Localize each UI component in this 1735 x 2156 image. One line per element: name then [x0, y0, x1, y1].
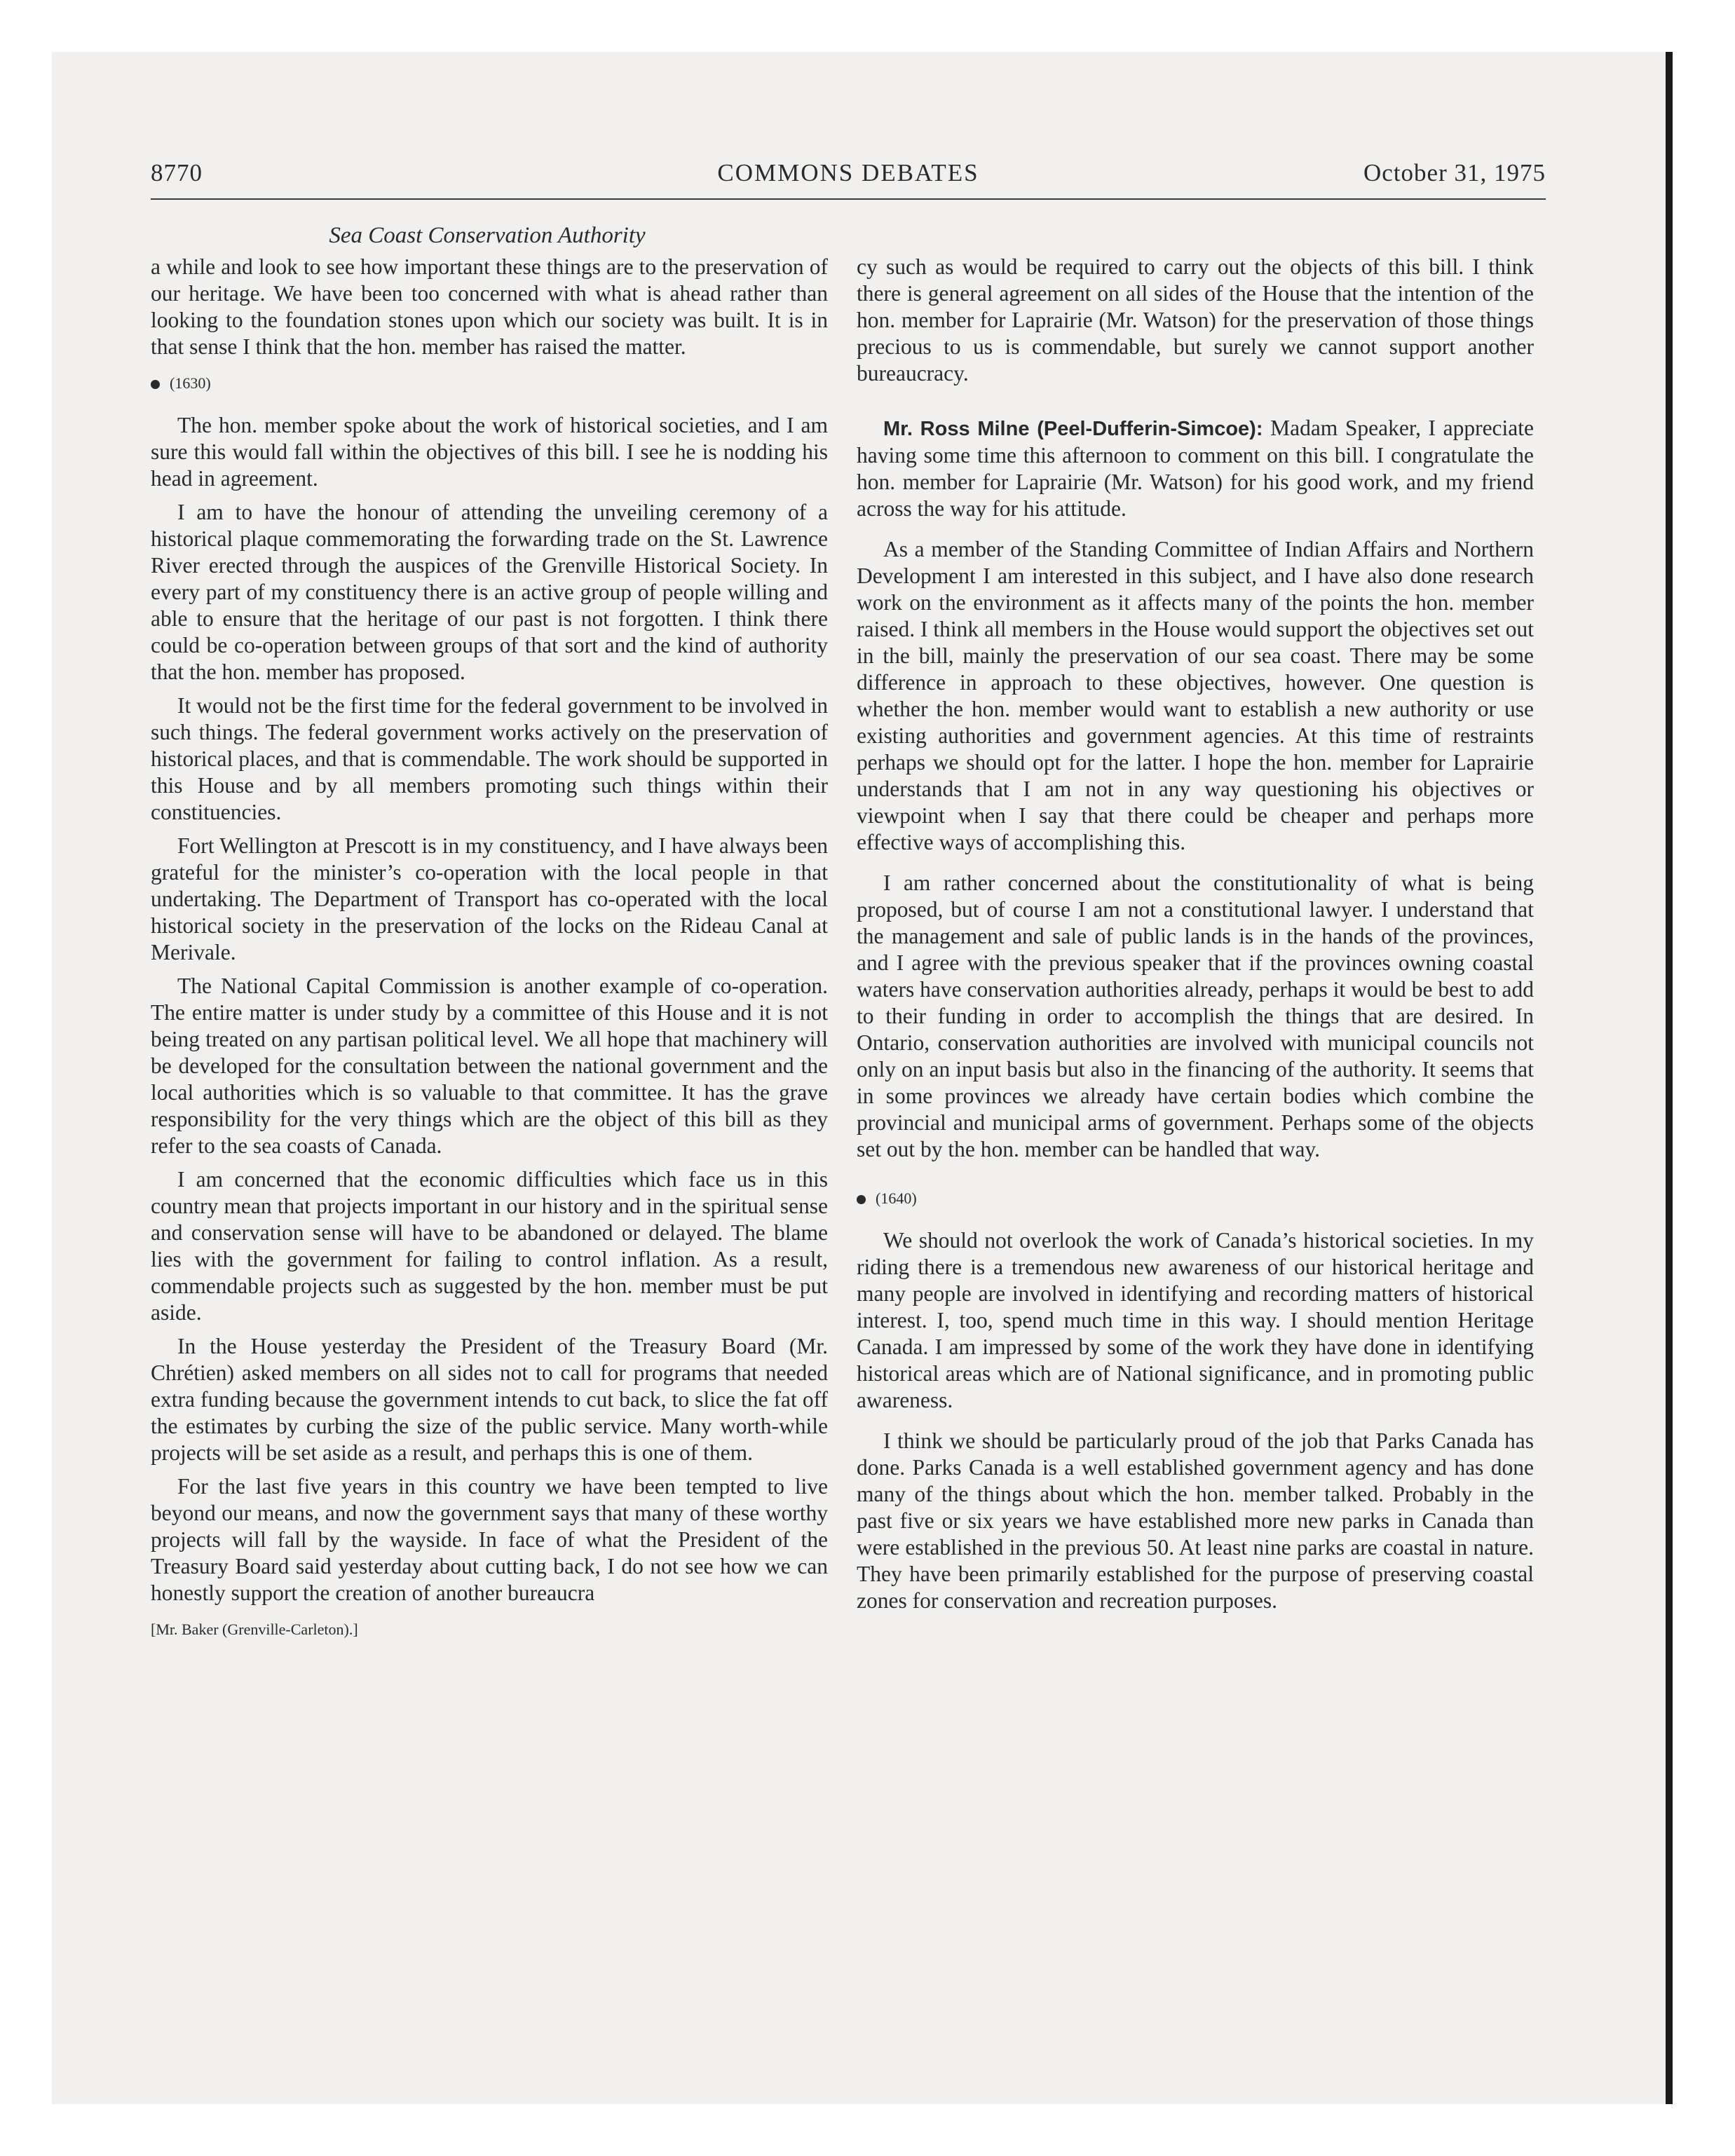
paragraph: We should not overlook the work of Canada’s historical societies. In my riding there is a tremendous new awareness of our historical heritage and many people are involved in identifying and recording matters of historical interest. I, too, spend much time in this way. I should mention Heritage Canada. I am impressed by some of the work they have done in identifying historical areas which are of National significance, and in promoting public awareness.	[857, 1228, 1534, 1412]
paragraph: I am concerned that the economic difficulties which face us in this country mean that projects important in our history and in the spiritual sense and conservation sense will have to be abandoned or delayed. The blame lies with the government for failing to control inflation. As a result, commendable projects such as suggested by the hon. member must be put aside.	[151, 1167, 828, 1325]
scan-border-edge	[1666, 52, 1673, 2104]
paragraph: cy such as would be required to carry out the objects of this bill. I think there is general agreement on all sides of the House that the intention of the hon. member for Laprairie (Mr. Watson) for the preservation of those things precious to us is commendable, but surely we cannot support another bureaucracy.	[857, 254, 1534, 386]
paragraph: As a member of the Standing Committee of Indian Affairs and Northern Development I am interested in this subject, and I have also done research work on the environment as it affects many of the points the hon. member raised. I think all members in the House would support the objectives set out in the bill, mainly the preservation of our sea coast. There may be some difference in approach to these objectives, however. One question is whether the hon. member would want to establish a new authority or use existing authorities and government agencies. At this time of restraints perhaps we should opt for the latter. I hope the hon. member for Laprairie understands that I am not in any way questioning his objectives or viewpoint when I say that there could be cheaper and perhaps more effective ways of accomplishing this.	[857, 537, 1534, 854]
publication-title: COMMONS DEBATES	[717, 159, 979, 186]
paragraph: In the House yesterday the President of the Treasury Board (Mr. Chrétien) asked members on all sides not to call for programs that needed extra funding because the government intends to cut back, to slice the fat off the estimates by curbing the size of the public service. Many worth-while projects will be set aside as a result, and perhaps this is one of them.	[151, 1334, 828, 1465]
page-number: 8770	[151, 159, 203, 186]
time-marker-label: (1640)	[876, 1189, 917, 1207]
paragraph: The National Capital Commission is another example of co-operation. The entire matter is under study by a committee of this House and it is not being treated on any partisan political level. We all hope that machinery will be developed for the consultation between the national government and the local authorities which is so valuable to that committee. It has the grave responsibility for the very things which are the object of this bill as they refer to the sea coasts of Canada.	[151, 974, 828, 1158]
paragraph: I think we should be particularly proud of the job that Parks Canada has done. Parks Canada is a well established government agency and has done many of the things about which the hon. member talked. Probably in the past five or six years we have established more new parks in Canada than were established in the previous 50. At least nine parks are coastal in nature. They have been primarily established for the purpose of preserving coastal zones for conservation and recreation purposes.	[857, 1428, 1534, 1613]
time-marker-label: (1630)	[170, 374, 211, 392]
time-marker	[857, 1188, 1534, 1209]
right-column	[857, 254, 1534, 1621]
running-head: Sea Coast Conservation Authority	[329, 223, 646, 248]
bullet-icon	[857, 1195, 866, 1204]
speaker-byline: [Mr. Baker (Grenville-Carleton).]	[151, 1621, 358, 1638]
paragraph: Fort Wellington at Prescott is in my constituency, and I have always been grateful for the minister’s co-operation with the local people in that undertaking. The Department of Transport has co-operated with the local historical society in the preservation of the locks on the Rideau Canal at Merivale.	[151, 833, 828, 964]
issue-date: October 31, 1975	[1363, 159, 1546, 186]
speaker-name: Mr. Ross Milne (Peel-Dufferin-Simcoe):	[883, 418, 1263, 440]
paragraph: a while and look to see how important these things are to the preservation of our heritage. We have been too concerned with what is ahead rather than looking to the foundation stones upon which our society was built. It is in that sense I think that the hon. member has raised the matter.	[151, 254, 828, 359]
speech-text: Madam Speaker, I appreciate having some time this afternoon to comment on this bill. I congratulate the hon. member for Laprairie (Mr. Watson) for his good work, and my friend across the way for his attitude.	[857, 416, 1535, 521]
paragraph: I am rather concerned about the constitutionality of what is being proposed, but of course I am not a constitutional lawyer. I understand that the management and sale of public lands is in the hands of the provinces, and I agree with the previous speaker that if the provinces owning coastal waters have conservation authorities already, perhaps it would be best to add to their funding in order to accomplish the things that are desired. In Ontario, conservation authorities are involved with municipal councils not only on an input basis but also in the financing of the authority. It seems that in some provinces we already have certain bodies which combine the provincial and municipal arms of government. Perhaps some of the objects set out by the hon. member can be handled that way.	[857, 871, 1534, 1161]
header-rule	[151, 198, 1546, 200]
speech-paragraph	[857, 415, 1534, 522]
left-column	[151, 254, 828, 1640]
paragraph: It would not be the first time for the federal government to be involved in such things. The federal government works actively on the preservation of historical places, and that is commendable. The work should be supported in this House and by all members promoting such things within their constituencies.	[151, 693, 828, 824]
page-header	[151, 159, 1546, 198]
bullet-icon	[151, 380, 160, 389]
time-marker	[151, 373, 828, 394]
paragraph: I am to have the honour of attending the unveiling ceremony of a historical plaque commemorating the forwarding trade on the St. Lawrence River erected through the auspices of the Grenville Historical Society. In every part of my constituency there is an active group of people willing and able to ensure that the heritage of our past is not forgotten. I think there could be co-operation between groups of that sort and the kind of authority that the hon. member has proposed.	[151, 500, 828, 684]
paragraph: For the last five years in this country we have been tempted to live beyond our means, and now the government says that many of these worthy projects will fall by the wayside. In face of what the President of the Treasury Board said yesterday about cutting back, I do not see how we can honestly support the creation of another bureaucra	[151, 1474, 828, 1605]
paragraph: The hon. member spoke about the work of historical societies, and I am sure this would fall within the objectives of this bill. I see he is nodding his head in agreement.	[151, 413, 828, 491]
